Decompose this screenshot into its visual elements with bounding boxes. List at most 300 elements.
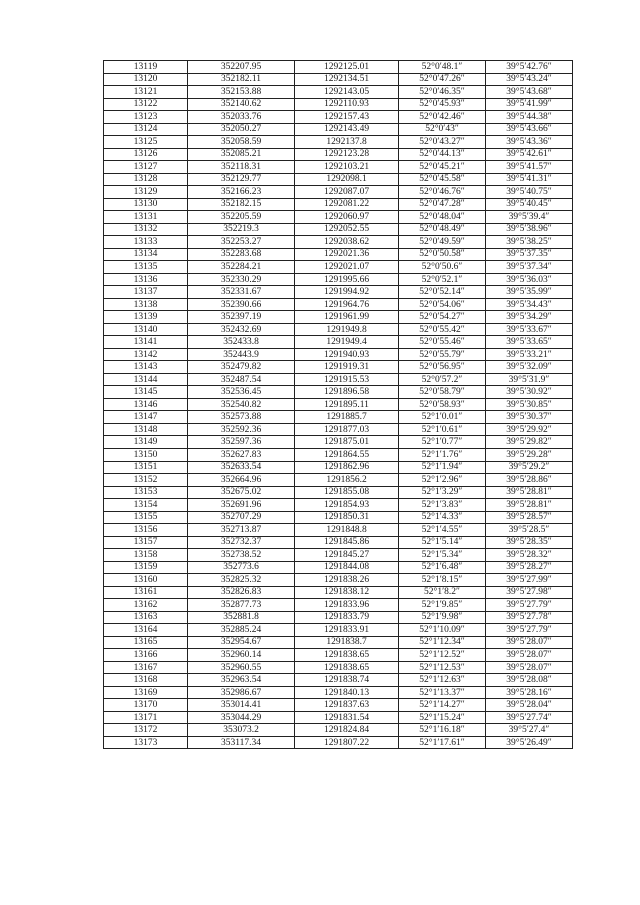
x-coordinate-cell: 352058.59 [188,136,295,149]
longitude-cell: 39°5′38.25″ [486,236,573,249]
point-id-cell: 13132 [104,223,188,236]
table-row [104,148,573,161]
point-id-cell: 13145 [104,386,188,399]
x-coordinate-cell: 352960.14 [188,649,295,662]
point-id-cell: 13168 [104,674,188,687]
point-id-cell: 13120 [104,73,188,86]
x-coordinate-cell: 352825.32 [188,574,295,587]
point-id-cell: 13140 [104,323,188,336]
x-coordinate-cell: 352331.67 [188,286,295,299]
x-coordinate-cell: 352881.8 [188,611,295,624]
latitude-cell: 52°1′9.98″ [399,611,486,624]
point-id-cell: 13128 [104,173,188,186]
x-coordinate-cell: 352691.96 [188,499,295,512]
table-row [104,411,573,424]
point-id-cell: 13165 [104,636,188,649]
table-row [104,474,573,487]
latitude-cell: 52°0′47.26″ [399,73,486,86]
x-coordinate-cell: 352664.96 [188,474,295,487]
y-coordinate-cell: 1292052.55 [295,223,399,236]
y-coordinate-cell: 1292137.8 [295,136,399,149]
longitude-cell: 39°5′29.82″ [486,436,573,449]
point-id-cell: 13164 [104,624,188,637]
y-coordinate-cell: 1291838.74 [295,674,399,687]
x-coordinate-cell: 353073.2 [188,724,295,737]
y-coordinate-cell: 1292021.07 [295,261,399,274]
table-row [104,211,573,224]
longitude-cell: 39°5′41.31″ [486,173,573,186]
latitude-cell: 52°0′49.59″ [399,236,486,249]
coordinates-table-body [104,61,573,749]
point-id-cell: 13147 [104,411,188,424]
point-id-cell: 13142 [104,348,188,361]
y-coordinate-cell: 1291964.76 [295,298,399,311]
latitude-cell: 52°1′17.61″ [399,736,486,749]
point-id-cell: 13152 [104,474,188,487]
point-id-cell: 13154 [104,499,188,512]
longitude-cell: 39°5′28.5″ [486,524,573,537]
y-coordinate-cell: 1292103.21 [295,161,399,174]
point-id-cell: 13129 [104,186,188,199]
longitude-cell: 39°5′28.81″ [486,499,573,512]
table-row [104,248,573,261]
table-row [104,111,573,124]
y-coordinate-cell: 1292157.43 [295,111,399,124]
y-coordinate-cell: 1291862.96 [295,461,399,474]
table-row [104,336,573,349]
latitude-cell: 52°1′12.34″ [399,636,486,649]
table-row [104,448,573,461]
point-id-cell: 13137 [104,286,188,299]
table-row [104,61,573,74]
longitude-cell: 39°5′28.16″ [486,686,573,699]
longitude-cell: 39°5′31.9″ [486,373,573,386]
longitude-cell: 39°5′28.07″ [486,649,573,662]
y-coordinate-cell: 1291949.4 [295,336,399,349]
point-id-cell: 13138 [104,298,188,311]
latitude-cell: 52°0′54.27″ [399,311,486,324]
point-id-cell: 13158 [104,549,188,562]
x-coordinate-cell: 352397.19 [188,311,295,324]
x-coordinate-cell: 352633.54 [188,461,295,474]
x-coordinate-cell: 352118.31 [188,161,295,174]
x-coordinate-cell: 352433.8 [188,336,295,349]
point-id-cell: 13166 [104,649,188,662]
latitude-cell: 52°0′48.1″ [399,61,486,74]
y-coordinate-cell: 1291885.7 [295,411,399,424]
y-coordinate-cell: 1291961.99 [295,311,399,324]
point-id-cell: 13136 [104,273,188,286]
longitude-cell: 39°5′29.28″ [486,448,573,461]
y-coordinate-cell: 1291833.96 [295,599,399,612]
longitude-cell: 39°5′28.07″ [486,661,573,674]
point-id-cell: 13150 [104,448,188,461]
latitude-cell: 52°1′14.27″ [399,699,486,712]
point-id-cell: 13131 [104,211,188,224]
table-row [104,524,573,537]
point-id-cell: 13119 [104,61,188,74]
latitude-cell: 52°0′43.27″ [399,136,486,149]
longitude-cell: 39°5′43.66″ [486,123,573,136]
x-coordinate-cell: 353014.41 [188,699,295,712]
table-row [104,136,573,149]
point-id-cell: 13160 [104,574,188,587]
point-id-cell: 13161 [104,586,188,599]
y-coordinate-cell: 1291856.2 [295,474,399,487]
y-coordinate-cell: 1291840.13 [295,686,399,699]
longitude-cell: 39°5′30.92″ [486,386,573,399]
longitude-cell: 39°5′33.65″ [486,336,573,349]
y-coordinate-cell: 1291848.8 [295,524,399,537]
latitude-cell: 52°1′0.01″ [399,411,486,424]
longitude-cell: 39°5′27.99″ [486,574,573,587]
y-coordinate-cell: 1291915.53 [295,373,399,386]
longitude-cell: 39°5′28.32″ [486,549,573,562]
y-coordinate-cell: 1291838.12 [295,586,399,599]
point-id-cell: 13167 [104,661,188,674]
x-coordinate-cell: 352732.37 [188,536,295,549]
x-coordinate-cell: 352283.68 [188,248,295,261]
point-id-cell: 13126 [104,148,188,161]
x-coordinate-cell: 352129.77 [188,173,295,186]
latitude-cell: 52°1′8.15″ [399,574,486,587]
longitude-cell: 39°5′27.98″ [486,586,573,599]
point-id-cell: 13163 [104,611,188,624]
point-id-cell: 13173 [104,736,188,749]
table-row [104,236,573,249]
table-row [104,686,573,699]
table-row [104,186,573,199]
latitude-cell: 52°1′0.77″ [399,436,486,449]
longitude-cell: 39°5′33.21″ [486,348,573,361]
point-id-cell: 13121 [104,86,188,99]
longitude-cell: 39°5′28.57″ [486,511,573,524]
longitude-cell: 39°5′43.36″ [486,136,573,149]
x-coordinate-cell: 352592.36 [188,423,295,436]
longitude-cell: 39°5′37.34″ [486,261,573,274]
y-coordinate-cell: 1291845.86 [295,536,399,549]
x-coordinate-cell: 352597.36 [188,436,295,449]
longitude-cell: 39°5′30.37″ [486,411,573,424]
longitude-cell: 39°5′37.35″ [486,248,573,261]
longitude-cell: 39°5′41.57″ [486,161,573,174]
table-row [104,574,573,587]
longitude-cell: 39°5′28.04″ [486,699,573,712]
longitude-cell: 39°5′29.2″ [486,461,573,474]
table-row [104,398,573,411]
y-coordinate-cell: 1291949.8 [295,323,399,336]
latitude-cell: 52°0′58.93″ [399,398,486,411]
table-row [104,724,573,737]
latitude-cell: 52°0′58.79″ [399,386,486,399]
x-coordinate-cell: 352479.82 [188,361,295,374]
table-row [104,261,573,274]
y-coordinate-cell: 1292123.28 [295,148,399,161]
longitude-cell: 39°5′28.81″ [486,486,573,499]
y-coordinate-cell: 1292087.07 [295,186,399,199]
point-id-cell: 13155 [104,511,188,524]
y-coordinate-cell: 1291864.55 [295,448,399,461]
table-row [104,536,573,549]
x-coordinate-cell: 352675.02 [188,486,295,499]
longitude-cell: 39°5′28.86″ [486,474,573,487]
y-coordinate-cell: 1291838.7 [295,636,399,649]
table-row [104,636,573,649]
y-coordinate-cell: 1291824.84 [295,724,399,737]
point-id-cell: 13162 [104,599,188,612]
longitude-cell: 39°5′35.99″ [486,286,573,299]
latitude-cell: 52°1′9.85″ [399,599,486,612]
table-row [104,511,573,524]
latitude-cell: 52°1′5.14″ [399,536,486,549]
table-row [104,499,573,512]
latitude-cell: 52°1′4.33″ [399,511,486,524]
y-coordinate-cell: 1291995.66 [295,273,399,286]
x-coordinate-cell: 352205.59 [188,211,295,224]
latitude-cell: 52°1′12.53″ [399,661,486,674]
x-coordinate-cell: 352487.54 [188,373,295,386]
latitude-cell: 52°0′44.13″ [399,148,486,161]
x-coordinate-cell: 352085.21 [188,148,295,161]
x-coordinate-cell: 352826.83 [188,586,295,599]
longitude-cell: 39°5′28.27″ [486,561,573,574]
table-row [104,649,573,662]
latitude-cell: 52°0′46.76″ [399,186,486,199]
latitude-cell: 52°1′3.29″ [399,486,486,499]
table-row [104,86,573,99]
x-coordinate-cell: 352540.82 [188,398,295,411]
table-row [104,123,573,136]
point-id-cell: 13124 [104,123,188,136]
x-coordinate-cell: 352033.76 [188,111,295,124]
point-id-cell: 13144 [104,373,188,386]
y-coordinate-cell: 1292125.01 [295,61,399,74]
y-coordinate-cell: 1292110.93 [295,98,399,111]
point-id-cell: 13151 [104,461,188,474]
table-row [104,173,573,186]
longitude-cell: 39°5′43.24″ [486,73,573,86]
y-coordinate-cell: 1292038.62 [295,236,399,249]
longitude-cell: 39°5′38.96″ [486,223,573,236]
x-coordinate-cell: 352573.88 [188,411,295,424]
table-row [104,461,573,474]
point-id-cell: 13156 [104,524,188,537]
point-id-cell: 13153 [104,486,188,499]
latitude-cell: 52°0′42.46″ [399,111,486,124]
y-coordinate-cell: 1291838.65 [295,649,399,662]
longitude-cell: 39°5′26.49″ [486,736,573,749]
x-coordinate-cell: 352207.95 [188,61,295,74]
y-coordinate-cell: 1291994.92 [295,286,399,299]
point-id-cell: 13139 [104,311,188,324]
latitude-cell: 52°0′52.14″ [399,286,486,299]
latitude-cell: 52°1′4.55″ [399,524,486,537]
latitude-cell: 52°0′50.58″ [399,248,486,261]
y-coordinate-cell: 1291896.58 [295,386,399,399]
latitude-cell: 52°1′1.94″ [399,461,486,474]
longitude-cell: 39°5′27.78″ [486,611,573,624]
longitude-cell: 39°5′29.92″ [486,423,573,436]
table-row [104,699,573,712]
table-row [104,373,573,386]
latitude-cell: 52°1′15.24″ [399,711,486,724]
latitude-cell: 52°1′2.96″ [399,474,486,487]
point-id-cell: 13134 [104,248,188,261]
point-id-cell: 13157 [104,536,188,549]
point-id-cell: 13143 [104,361,188,374]
y-coordinate-cell: 1291845.27 [295,549,399,562]
y-coordinate-cell: 1291855.08 [295,486,399,499]
longitude-cell: 39°5′42.61″ [486,148,573,161]
latitude-cell: 52°0′43″ [399,123,486,136]
table-row [104,661,573,674]
table-row [104,386,573,399]
table-row [104,586,573,599]
latitude-cell: 52°0′45.58″ [399,173,486,186]
table-row [104,361,573,374]
y-coordinate-cell: 1292098.1 [295,173,399,186]
y-coordinate-cell: 1291854.93 [295,499,399,512]
latitude-cell: 52°1′8.2″ [399,586,486,599]
table-row [104,273,573,286]
x-coordinate-cell: 352253.27 [188,236,295,249]
y-coordinate-cell: 1292060.97 [295,211,399,224]
longitude-cell: 39°5′41.99″ [486,98,573,111]
table-row [104,298,573,311]
latitude-cell: 52°1′1.76″ [399,448,486,461]
x-coordinate-cell: 352166.23 [188,186,295,199]
latitude-cell: 52°0′45.21″ [399,161,486,174]
x-coordinate-cell: 352627.83 [188,448,295,461]
y-coordinate-cell: 1292081.22 [295,198,399,211]
y-coordinate-cell: 1291875.01 [295,436,399,449]
latitude-cell: 52°0′50.6″ [399,261,486,274]
table-row [104,161,573,174]
latitude-cell: 52°0′56.95″ [399,361,486,374]
latitude-cell: 52°1′6.48″ [399,561,486,574]
point-id-cell: 13130 [104,198,188,211]
x-coordinate-cell: 352773.6 [188,561,295,574]
longitude-cell: 39°5′28.35″ [486,536,573,549]
table-row [104,624,573,637]
y-coordinate-cell: 1292134.51 [295,73,399,86]
longitude-cell: 39°5′36.03″ [486,273,573,286]
longitude-cell: 39°5′27.74″ [486,711,573,724]
y-coordinate-cell: 1291895.11 [295,398,399,411]
table-row [104,486,573,499]
latitude-cell: 52°1′10.09″ [399,624,486,637]
x-coordinate-cell: 352182.11 [188,73,295,86]
longitude-cell: 39°5′33.67″ [486,323,573,336]
x-coordinate-cell: 352885.24 [188,624,295,637]
point-id-cell: 13141 [104,336,188,349]
point-id-cell: 13125 [104,136,188,149]
latitude-cell: 52°0′47.28″ [399,198,486,211]
latitude-cell: 52°0′48.04″ [399,211,486,224]
y-coordinate-cell: 1291850.31 [295,511,399,524]
longitude-cell: 39°5′28.07″ [486,636,573,649]
y-coordinate-cell: 1291838.26 [295,574,399,587]
latitude-cell: 52°1′12.52″ [399,649,486,662]
y-coordinate-cell: 1292143.49 [295,123,399,136]
y-coordinate-cell: 1292021.36 [295,248,399,261]
x-coordinate-cell: 352432.69 [188,323,295,336]
table-row [104,286,573,299]
x-coordinate-cell: 352960.55 [188,661,295,674]
x-coordinate-cell: 352963.54 [188,674,295,687]
x-coordinate-cell: 352536.45 [188,386,295,399]
latitude-cell: 52°0′52.1″ [399,273,486,286]
latitude-cell: 52°0′48.49″ [399,223,486,236]
y-coordinate-cell: 1291807.22 [295,736,399,749]
table-row [104,736,573,749]
longitude-cell: 39°5′27.79″ [486,599,573,612]
x-coordinate-cell: 352954.67 [188,636,295,649]
latitude-cell: 52°1′13.37″ [399,686,486,699]
table-row [104,311,573,324]
point-id-cell: 13159 [104,561,188,574]
y-coordinate-cell: 1291940.93 [295,348,399,361]
x-coordinate-cell: 352707.29 [188,511,295,524]
x-coordinate-cell: 352738.52 [188,549,295,562]
y-coordinate-cell: 1291833.91 [295,624,399,637]
y-coordinate-cell: 1291838.65 [295,661,399,674]
latitude-cell: 52°1′5.34″ [399,549,486,562]
y-coordinate-cell: 1291844.08 [295,561,399,574]
longitude-cell: 39°5′40.45″ [486,198,573,211]
latitude-cell: 52°0′45.93″ [399,98,486,111]
table-row [104,549,573,562]
y-coordinate-cell: 1291833.79 [295,611,399,624]
point-id-cell: 13169 [104,686,188,699]
table-row [104,561,573,574]
x-coordinate-cell: 352182.15 [188,198,295,211]
x-coordinate-cell: 352153.88 [188,86,295,99]
table-row [104,423,573,436]
latitude-cell: 52°1′16.18″ [399,724,486,737]
point-id-cell: 13170 [104,699,188,712]
longitude-cell: 39°5′32.09″ [486,361,573,374]
table-row [104,323,573,336]
point-id-cell: 13133 [104,236,188,249]
y-coordinate-cell: 1291837.63 [295,699,399,712]
latitude-cell: 52°0′46.35″ [399,86,486,99]
table-row [104,223,573,236]
latitude-cell: 52°1′0.61″ [399,423,486,436]
x-coordinate-cell: 352050.27 [188,123,295,136]
latitude-cell: 52°0′55.46″ [399,336,486,349]
x-coordinate-cell: 352986.67 [188,686,295,699]
table-row [104,198,573,211]
point-id-cell: 13146 [104,398,188,411]
table-row [104,674,573,687]
longitude-cell: 39°5′30.85″ [486,398,573,411]
latitude-cell: 52°0′57.2″ [399,373,486,386]
x-coordinate-cell: 352713.87 [188,524,295,537]
y-coordinate-cell: 1292143.05 [295,86,399,99]
longitude-cell: 39°5′27.4″ [486,724,573,737]
y-coordinate-cell: 1291831.54 [295,711,399,724]
x-coordinate-cell: 352390.66 [188,298,295,311]
longitude-cell: 39°5′43.68″ [486,86,573,99]
y-coordinate-cell: 1291919.31 [295,361,399,374]
coordinates-table [103,60,573,749]
longitude-cell: 39°5′34.29″ [486,311,573,324]
point-id-cell: 13135 [104,261,188,274]
latitude-cell: 52°0′55.79″ [399,348,486,361]
point-id-cell: 13172 [104,724,188,737]
point-id-cell: 13149 [104,436,188,449]
